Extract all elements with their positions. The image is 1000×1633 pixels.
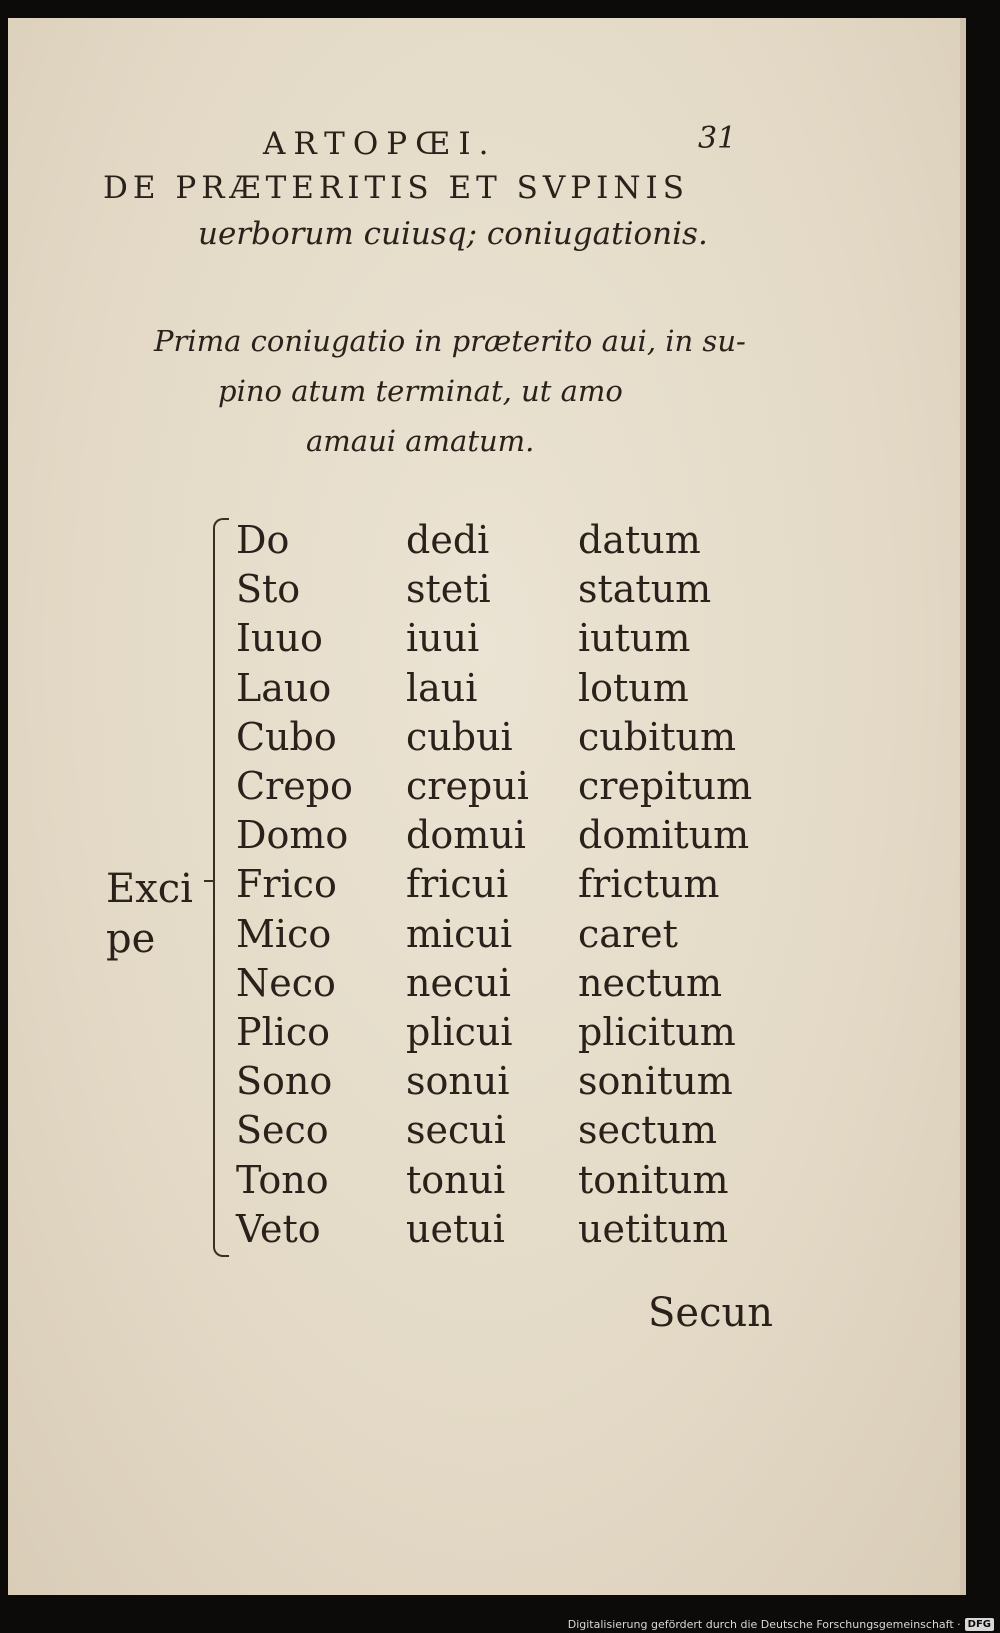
verb-row bbox=[236, 1008, 778, 1057]
rule-line-3: amaui amatum. bbox=[306, 424, 535, 458]
catchword: Secun bbox=[648, 1290, 773, 1336]
footer bbox=[568, 1618, 994, 1631]
verb-supine: datum bbox=[578, 518, 701, 562]
brace-tip bbox=[204, 880, 214, 882]
verb-perfect: secui bbox=[406, 1108, 506, 1153]
verb-row bbox=[236, 860, 778, 909]
verb-present: Lauo bbox=[236, 665, 332, 710]
verb-perfect: steti bbox=[406, 567, 491, 612]
verb-row bbox=[236, 1205, 778, 1254]
verb-perfect: dedi bbox=[406, 518, 490, 562]
verb-supine: caret bbox=[578, 911, 678, 956]
chapter-title: DE PRÆTERITIS ET SVPINIS bbox=[103, 170, 689, 206]
verb-row bbox=[236, 1106, 778, 1155]
verb-row bbox=[236, 910, 778, 959]
verb-perfect: iuui bbox=[406, 616, 480, 661]
verb-perfect: crepui bbox=[406, 764, 529, 809]
verb-supine: uetitum bbox=[578, 1206, 729, 1251]
excipe-line-1: Exci bbox=[106, 866, 193, 912]
verb-present: Domo bbox=[236, 813, 349, 858]
verb-row bbox=[236, 762, 778, 811]
verb-row bbox=[236, 516, 778, 565]
verb-perfect: sonui bbox=[406, 1059, 510, 1104]
verb-table bbox=[236, 516, 778, 1254]
verb-perfect: domui bbox=[406, 813, 526, 858]
verb-row bbox=[236, 959, 778, 1008]
verb-row bbox=[236, 565, 778, 614]
verb-perfect: micui bbox=[406, 911, 513, 956]
verb-perfect: fricui bbox=[406, 862, 509, 907]
verb-supine: lotum bbox=[578, 665, 689, 710]
excipe-line-2: pe bbox=[106, 916, 156, 962]
verb-present: Neco bbox=[236, 960, 336, 1005]
verb-supine: nectum bbox=[578, 960, 723, 1005]
verb-present: Frico bbox=[236, 862, 337, 907]
verb-present: Mico bbox=[236, 911, 332, 956]
verb-present: Do bbox=[236, 518, 290, 562]
verb-supine: statum bbox=[578, 567, 712, 612]
verb-supine: frictum bbox=[578, 862, 720, 907]
verb-row bbox=[236, 713, 778, 762]
verb-supine: crepitum bbox=[578, 764, 753, 809]
verb-present: Plico bbox=[236, 1010, 331, 1055]
verb-perfect: laui bbox=[406, 665, 478, 710]
verb-present: Tono bbox=[236, 1157, 329, 1202]
verb-perfect: necui bbox=[406, 960, 511, 1005]
verb-present: Veto bbox=[236, 1206, 321, 1251]
verb-present: Cubo bbox=[236, 714, 337, 759]
verb-row bbox=[236, 1156, 778, 1205]
brace-bracket bbox=[213, 518, 229, 1257]
verb-table-body bbox=[236, 516, 778, 1254]
verb-perfect: cubui bbox=[406, 714, 513, 759]
verb-present: Sto bbox=[236, 567, 301, 612]
running-head: ARTOPŒI. bbox=[263, 126, 497, 162]
verb-present: Seco bbox=[236, 1108, 329, 1153]
dfg-logo: DFG bbox=[965, 1618, 994, 1631]
verb-supine: sonitum bbox=[578, 1059, 733, 1104]
verb-row bbox=[236, 614, 778, 663]
excipe-label bbox=[106, 864, 193, 964]
rule-line-2: pino atum terminat, ut amo bbox=[218, 374, 623, 408]
verb-perfect: uetui bbox=[406, 1206, 505, 1251]
verb-supine: sectum bbox=[578, 1108, 718, 1153]
verb-supine: domitum bbox=[578, 813, 750, 858]
verb-supine: cubitum bbox=[578, 714, 737, 759]
verb-present: Iuuo bbox=[236, 616, 323, 661]
verb-supine: plicitum bbox=[578, 1010, 736, 1055]
verb-row bbox=[236, 811, 778, 860]
rule-line-1: Prima coniugatio in præterito aui, in su- bbox=[154, 324, 746, 358]
verb-perfect: tonui bbox=[406, 1157, 506, 1202]
verb-row bbox=[236, 1057, 778, 1106]
page-number: 31 bbox=[698, 121, 737, 156]
footer-text: Digitalisierung gefördert durch die Deutsche Forschungsgemeinschaft · bbox=[567, 1618, 961, 1631]
book-page bbox=[8, 18, 966, 1595]
verb-perfect: plicui bbox=[406, 1010, 513, 1055]
verb-present: Crepo bbox=[236, 764, 353, 809]
verb-row bbox=[236, 664, 778, 713]
chapter-subtitle: uerborum cuiusq; coniugationis. bbox=[198, 216, 708, 252]
verb-supine: tonitum bbox=[578, 1157, 729, 1202]
verb-supine: iutum bbox=[578, 616, 691, 661]
verb-present: Sono bbox=[236, 1059, 333, 1104]
